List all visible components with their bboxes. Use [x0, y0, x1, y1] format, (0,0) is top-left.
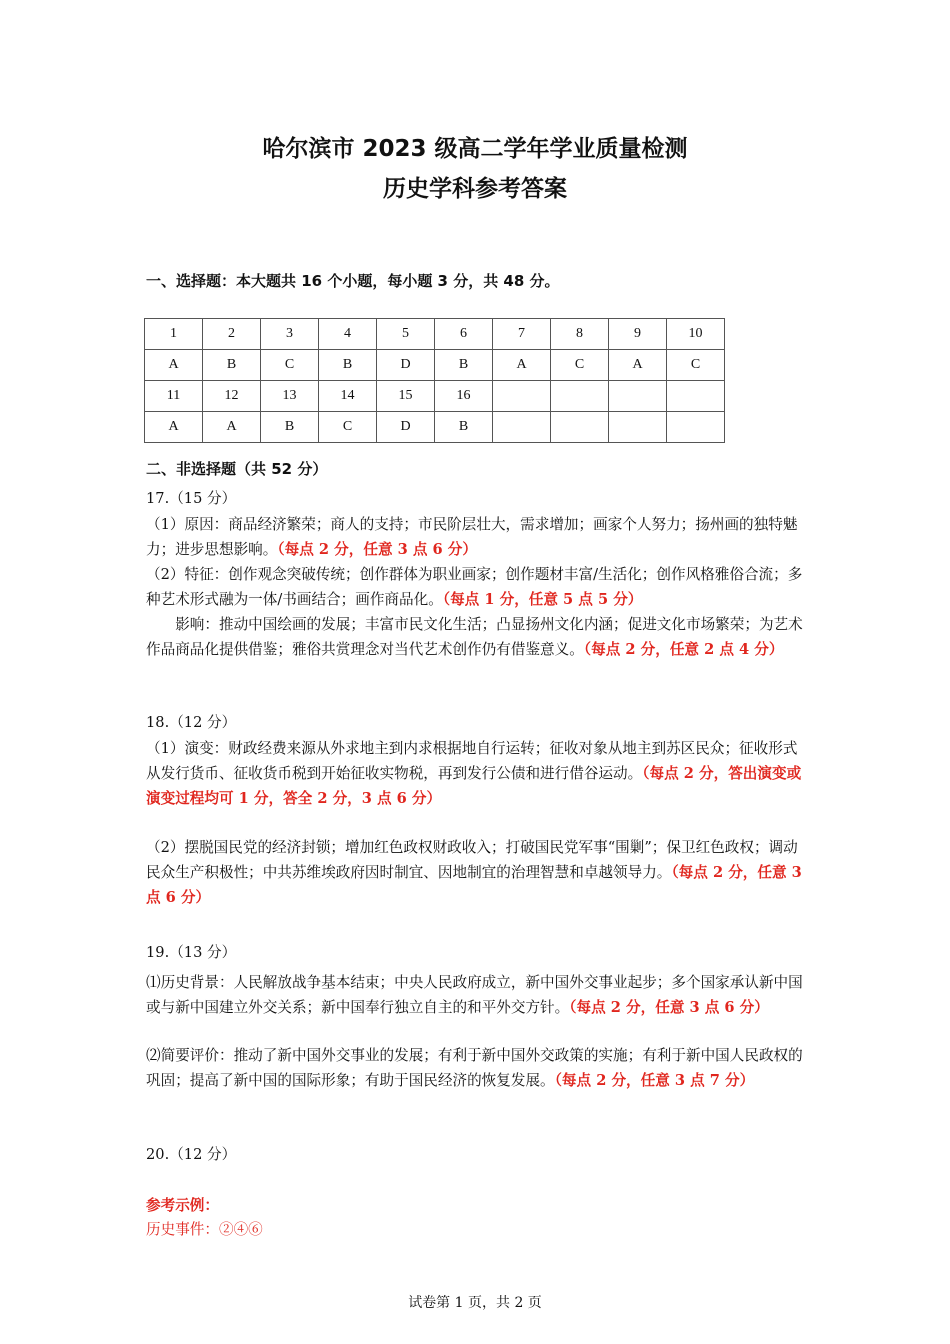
q20-example-label: 参考示例： [146, 1197, 219, 1214]
q18-part1 [146, 736, 811, 811]
table-cell: B [435, 350, 493, 381]
document-subtitle: 历史学科参考答案 [383, 176, 567, 202]
table-row [145, 350, 725, 381]
q17-part1-text: （1）原因：商品经济繁荣；商人的支持；市民阶层壮大，需求增加；画家个人努力；扬州画的独特魅力；进步思想影响。 [146, 516, 798, 558]
document-title: 哈尔滨市 2023 级高二学年学业质量检测 [262, 136, 688, 162]
table-cell [493, 412, 551, 443]
table-cell: A [493, 350, 551, 381]
q17-part1 [146, 512, 811, 562]
q19-part2-text: ⑵简要评价：推动了新中国外交事业的发展；有利于新中国外交政策的实施；有利于新中国人民政权的巩固；提高了新中国的国际形象；有助于国民经济的恢复发展。 [146, 1047, 803, 1089]
q19-part1-text: ⑴历史背景：人民解放战争基本结束；中央人民政府成立，新中国外交事业起步；多个国家承认新中国或与新中国建立外交关系；新中国奉行独立自主的和平外交方针。 [146, 974, 803, 1016]
table-cell: 6 [435, 319, 493, 350]
q17-part2 [146, 562, 811, 612]
table-cell: B [319, 350, 377, 381]
table-cell: D [377, 350, 435, 381]
table-cell: 4 [319, 319, 377, 350]
q19-part2 [146, 1043, 811, 1093]
table-cell [609, 412, 667, 443]
answer-table [144, 318, 725, 443]
q20-header: 20.（12 分） [146, 1146, 237, 1163]
table-cell: B [435, 412, 493, 443]
section2-heading: 二、非选择题（共 52 分） [146, 460, 328, 478]
q17-part2-text: （2）特征：创作观念突破传统；创作群体为职业画家；创作题材丰富/生活化；创作风格雅俗合流；多种艺术形式融为一体/书画结合；画作商品化。 [146, 566, 803, 608]
table-cell: A [203, 412, 261, 443]
table-cell: 10 [667, 319, 725, 350]
table-cell [551, 381, 609, 412]
q19-part2-score: （每点 2 分，任意 3 点 7 分） [554, 1072, 755, 1089]
q17-header: 17.（15 分） [146, 490, 237, 507]
table-cell: 9 [609, 319, 667, 350]
q20-event-line [146, 1217, 811, 1242]
q17-part3 [146, 612, 811, 662]
table-cell: 2 [203, 319, 261, 350]
table-cell: 12 [203, 381, 261, 412]
table-cell: B [203, 350, 261, 381]
table-cell: 11 [145, 381, 203, 412]
table-cell: 8 [551, 319, 609, 350]
table-cell: C [667, 350, 725, 381]
table-cell: A [145, 412, 203, 443]
q17-part3-text: 影响：推动中国绘画的发展；丰富市民文化生活；凸显扬州文化内涵；促进文化市场繁荣；为艺术作品商品化提供借鉴；雅俗共赏理念对当代艺术创作仍有借鉴意义。 [146, 616, 803, 658]
table-row [145, 381, 725, 412]
table-row [145, 319, 725, 350]
q18-part2 [146, 835, 811, 910]
table-cell [609, 381, 667, 412]
q19-part1-score: （每点 2 分，任意 3 点 6 分） [569, 999, 769, 1016]
table-cell: 1 [145, 319, 203, 350]
table-cell: 7 [493, 319, 551, 350]
table-cell: 13 [261, 381, 319, 412]
table-cell: B [261, 412, 319, 443]
table-cell: C [261, 350, 319, 381]
table-cell [667, 412, 725, 443]
table-cell: 3 [261, 319, 319, 350]
table-cell: A [609, 350, 667, 381]
section1-heading: 一、选择题：本大题共 16 个小题，每小题 3 分，共 48 分。 [146, 272, 560, 290]
q17-part3-score: （每点 2 分，任意 2 点 4 分） [583, 641, 784, 658]
q18-header: 18.（12 分） [146, 714, 237, 731]
table-cell: 15 [377, 381, 435, 412]
q18-part1-score: （每点 2 分，答出演变或演变过程均可 1 分，答全 2 分，3 点 6 分） [146, 765, 802, 807]
table-cell: C [319, 412, 377, 443]
q18-part2-score: （每点 2 分，任意 3 点 6 分） [146, 864, 802, 906]
q17-part1-score: （每点 2 分，任意 3 点 6 分） [277, 541, 477, 558]
table-row [145, 412, 725, 443]
q20-event-value: ②④⑥ [218, 1221, 263, 1238]
q18-part2-text: （2）摆脱国民党的经济封锁；增加红色政权财政收入；打破国民党军事“围剿”；保卫红色政权；调动民众生产积极性；中共苏维埃政府因时制宜、因地制宜的治理智慧和卓越领导力。 [146, 839, 798, 881]
table-cell [667, 381, 725, 412]
table-cell: 16 [435, 381, 493, 412]
table-cell: D [377, 412, 435, 443]
table-cell [493, 381, 551, 412]
table-cell: 5 [377, 319, 435, 350]
table-cell: C [551, 350, 609, 381]
page-footer: 试卷第 1 页，共 2 页 [408, 1295, 542, 1311]
q20-event-label: 历史事件： [146, 1221, 219, 1238]
q17-part2-score: （每点 1 分，任意 5 点 5 分） [442, 591, 643, 608]
table-cell [551, 412, 609, 443]
q19-part1 [146, 970, 811, 1020]
q19-header: 19.（13 分） [146, 944, 237, 961]
table-cell: 14 [319, 381, 377, 412]
table-cell: A [145, 350, 203, 381]
q18-part1-text: （1）演变：财政经费来源从外求地主到内求根据地自行运转；征收对象从地主到苏区民众；征收形式从发行货币、征收货币税到开始征收实物税，再到发行公债和进行借谷运动。 [146, 740, 798, 782]
